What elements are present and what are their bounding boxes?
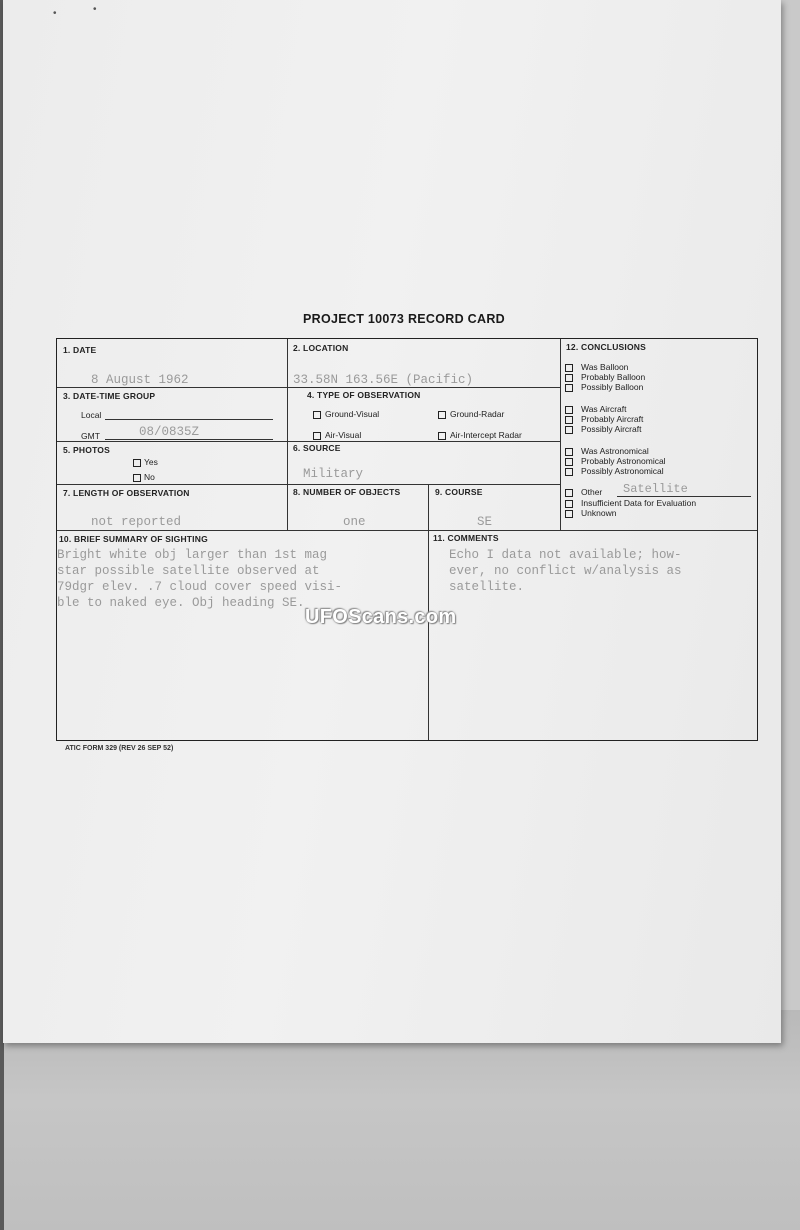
speck: • [93,4,97,15]
checkbox [438,432,446,440]
gmt-label: GMT [81,431,100,441]
conclusions-label: 12. CONCLUSIONS [566,342,646,352]
source-label: 6. SOURCE [293,443,341,453]
checkbox [565,426,573,434]
photos-yes: Yes [133,457,158,467]
date-value: 8 August 1962 [91,373,189,387]
photos-no: No [133,472,155,482]
checkbox [565,510,573,518]
form-number: ATIC FORM 329 (REV 26 SEP 52) [65,745,174,752]
checkbox [565,500,573,508]
conclusion-unknown: Unknown [565,508,616,518]
conclusion-probably-balloon: Probably Balloon [565,372,645,382]
checkbox [565,458,573,466]
type-ground-visual: Ground-Visual [313,409,379,419]
summary-text [57,547,342,611]
type-air-intercept-radar: Air-Intercept Radar [438,430,522,440]
comments-line: satellite. [449,580,525,594]
location-value: 33.58N 163.56E (Pacific) [293,373,474,387]
summary-line: 79dgr elev. .7 cloud cover speed visi- [57,580,343,594]
checkbox [565,364,573,372]
photos-label: 5. PHOTOS [63,445,110,455]
speck: • [53,8,57,19]
dtg-label: 3. DATE-TIME GROUP [63,391,156,401]
objects-label: 8. NUMBER OF OBJECTS [293,487,401,497]
conclusion-was-aircraft: Was Aircraft [565,404,627,414]
course-value: SE [477,515,493,529]
conclusion-possibly-astronomical: Possibly Astronomical [565,466,664,476]
date-label: 1. DATE [63,345,97,355]
checkbox-checked [313,411,321,419]
summary-label: 10. BRIEF SUMMARY OF SIGHTING [59,534,208,544]
checkbox [565,448,573,456]
checkbox [438,411,446,419]
checkbox-checked [565,489,573,497]
type-air-visual: Air-Visual [313,430,361,440]
comments-text [449,547,682,595]
comments-line: Echo I data not available; how- [449,548,682,562]
conclusion-other: Other [565,487,602,497]
summary-line: ble to naked eye. Obj heading SE. [57,596,305,610]
objects-value: one [343,515,366,529]
source-value: Military [303,467,364,481]
conclusion-probably-astronomical: Probably Astronomical [565,456,666,466]
conclusion-insufficient-data: Insufficient Data for Evaluation [565,498,696,508]
checkbox [133,459,141,467]
checkbox [313,432,321,440]
type-ground-radar: Ground-Radar [438,409,504,419]
length-label: 7. LENGTH OF OBSERVATION [63,488,190,498]
conclusion-possibly-balloon: Possibly Balloon [565,382,643,392]
length-value: not reported [91,515,182,529]
checkbox [565,468,573,476]
card-title: PROJECT 10073 RECORD CARD [303,312,505,326]
summary-line: star possible satellite observed at [57,564,320,578]
conclusion-possibly-aircraft: Possibly Aircraft [565,424,641,434]
conclusion-other-value: Satellite [623,482,688,496]
comments-label: 11. COMMENTS [433,533,499,543]
summary-line: Bright white obj larger than 1st mag [57,548,328,562]
document-sheet [3,0,781,1043]
conclusion-was-astronomical: Was Astronomical [565,446,649,456]
gmt-value: 08/0835Z [139,425,200,439]
checkbox [565,406,573,414]
checkbox [565,384,573,392]
local-label: Local [81,410,102,420]
comments-line: ever, no conflict w/analysis as [449,564,682,578]
course-label: 9. COURSE [435,487,483,497]
checkbox-checked [133,474,141,482]
backdrop [0,1010,800,1230]
conclusion-probably-aircraft: Probably Aircraft [565,414,643,424]
location-label: 2. LOCATION [293,343,349,353]
watermark: UFOScans.com [305,606,457,628]
type-label: 4. TYPE OF OBSERVATION [307,390,421,400]
checkbox [565,374,573,382]
record-card [56,338,758,741]
checkbox [565,416,573,424]
conclusion-was-balloon: Was Balloon [565,362,628,372]
